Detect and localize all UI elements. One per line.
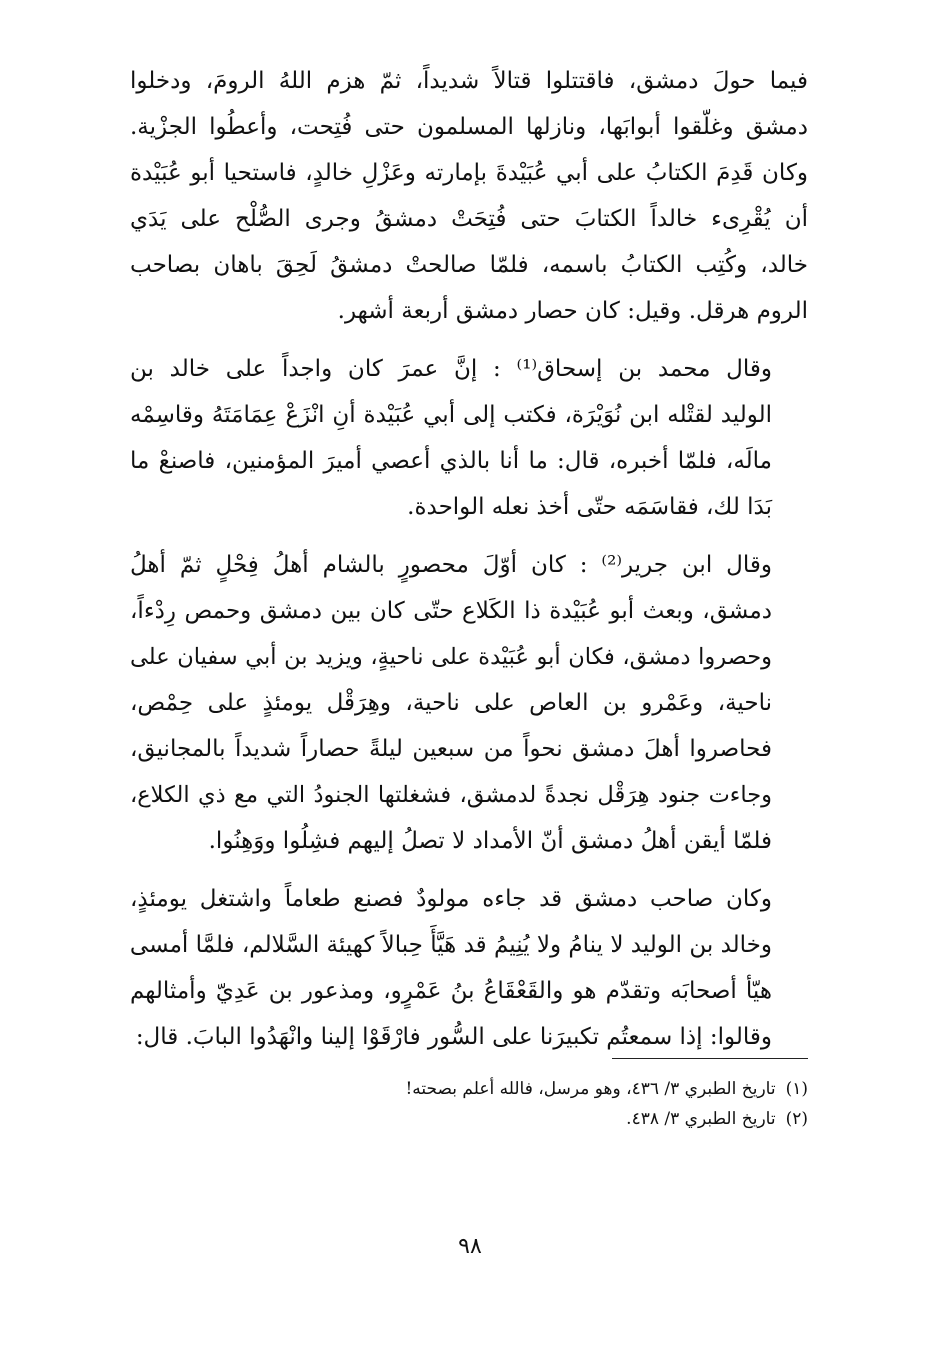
text-line: أن يُقْرِىء خالداً الكتابَ حتى فُتِحَتْ دمشقُ وجرى الصُّلْح على يَدَي: [130, 206, 808, 232]
text-line: فلمّا أيقن أهلُ دمشق أنّ الأمداد لا تصلُ إليهم فشِلُوا ووَهِنُوا.: [208, 828, 772, 854]
text-line: هيّأ أصحابَه وتقدّم هو والقَعْقَاعُ بنُ عَمْرٍو، ومذعور بن عَدِيّ وأمثالهم: [130, 978, 773, 1004]
text-line: وجاءت جنود هِرَقْل نجدةً لدمشق، فشغلتها الجنودُ التي مع ذي الكلاع،: [130, 782, 772, 808]
text-line: الروم هرقل. وقيل: كان حصار دمشق أربعة أشهر.: [337, 298, 808, 324]
paragraph-2: [130, 346, 808, 530]
text-line: وقال ابن جرير⁽²⁾ : كان أوّلَ محصورٍ بالشام أهلُ فِحْلٍ ثمّ أهلُ: [130, 552, 772, 578]
paragraph-1: [130, 58, 808, 334]
main-text: [130, 58, 808, 1072]
text-line: بَدَا لك، فقاسَمَه حتّى أخذ نعله الواحدة.: [407, 494, 772, 520]
text-line: فحاصروا أهلَ دمشق نحواً من سبعين ليلةً حصاراً شديداً بالمجانيق،: [130, 736, 772, 762]
footnote-1: [130, 1074, 808, 1104]
text-line: خالد، وكُتِب الكتابُ باسمه، فلمّا صالحتْ دمشقُ لَحِقَ باهان بصاحب: [130, 252, 808, 278]
paragraph-3: [130, 542, 808, 864]
page-number: ٩٨: [458, 1234, 482, 1259]
footnote-text: تاريخ الطبري ٣/ ٤٣٨.: [626, 1109, 776, 1129]
paragraph-4: [130, 876, 808, 1060]
text-line: وكان صاحب دمشق قد جاءه مولودٌ فصنع طعاماً واشتغل يومئذٍ،: [130, 886, 772, 912]
text-line: ناحية، وعَمْرو بن العاص على ناحية، وهِرَقْل يومئذٍ على حِمْص،: [130, 690, 772, 716]
footnote-divider: [612, 1058, 808, 1059]
text-line: دمشق وغلّقوا أبوابَها، ونازلها المسلمون حتى فُتِحت، وأعطُوا الجزْية.: [130, 114, 808, 140]
text-line: فيما حولَ دمشق، فاقتتلوا قتالاً شديداً، ثمّ هزم اللهُ الرومَ، ودخلوا: [130, 68, 808, 94]
text-line: وقال محمد بن إسحاق⁽¹⁾ : إنَّ عمرَ كان واجداً على خالد بن: [130, 356, 772, 382]
text-line: دمشق، وبعث أبو عُبَيْدة ذا الكَلاع حتّى كان بين دمشق وحمص رِدْءاً،: [130, 598, 772, 624]
footnote-number: (١): [785, 1079, 808, 1099]
text-line: مالَه، فلمّا أخبره، قال: ما أنا بالذي أعصي أميرَ المؤمنين، فاصنعْ ما: [130, 448, 772, 474]
footnote-2: [130, 1104, 808, 1134]
text-line: الوليد لقتْله ابن نُوَيْرَة، فكتب إلى أبي عُبَيْدة أنِ انْزَعْ عِمَامَتَهُ وقاسِمْه: [130, 402, 772, 428]
footnotes: [130, 1074, 808, 1134]
footnote-text: تاريخ الطبري ٣/ ٤٣٦، وهو مرسل، فالله أعلم بصحته!: [405, 1079, 776, 1099]
text-line: وخالد بن الوليد لا ينامُ ولا يُنِيمُ قد هَيَّأَ حِبالاً كهيئة السَّلالم، فلمَّا أمسى: [129, 932, 772, 958]
footnote-number: (٢): [785, 1109, 808, 1129]
text-line: وقالوا: إذا سمعتُم تكبيرَنا على السُّور فارْقَوْا إلينا وانْهَدُوا البابَ. قال:: [135, 1024, 772, 1050]
text-line: وحصروا دمشق، فكان أبو عُبَيْدة على ناحيةٍ، ويزيد بن أبي سفيان على: [130, 644, 772, 670]
text-line: وكان قَدِمَ الكتابُ على أبي عُبَيْدةَ بإمارته وعَزْلِ خالدٍ، فاستحيا أبو عُبَيْدة: [130, 160, 808, 186]
